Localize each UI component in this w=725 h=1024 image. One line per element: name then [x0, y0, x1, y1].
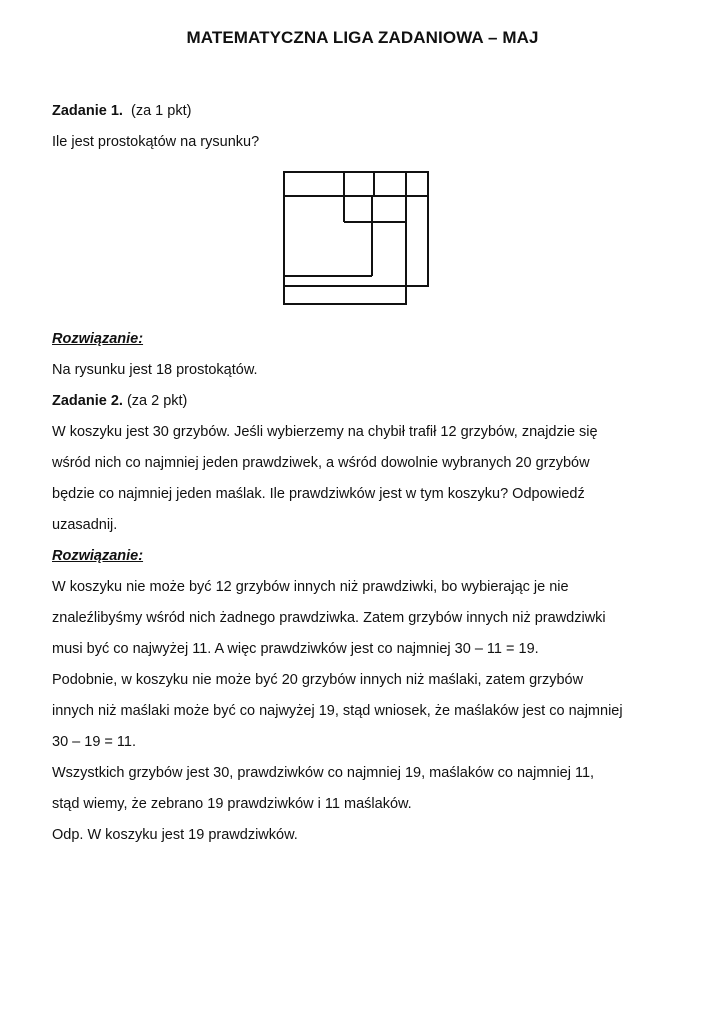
task2-solution-line: W koszyku nie może być 12 grzybów innych niż prawdziwki, bo wybierając je nie [52, 579, 569, 595]
task2-solution-label [52, 541, 677, 572]
task2-question-line: wśród nich co najmniej jeden prawdziwek, a wśród dowolnie wybranych 20 grzybów [52, 455, 590, 471]
task2-question-line: W koszyku jest 30 grzybów. Jeśli wybierzemy na chybił trafił 12 grzybów, znajdzie się [52, 424, 598, 440]
document-body [52, 96, 677, 851]
task1-question: Ile jest prostokątów na rysunku? [52, 134, 260, 150]
bottom-strip [284, 286, 406, 304]
task1-heading: Zadanie 1. [52, 103, 123, 119]
task2-question-line: uzasadnij. [52, 517, 118, 533]
rectangles-figure [52, 166, 677, 316]
task2-solution-line: innych niż maślaki może być co najwyżej 19, stąd wniosek, że maślaków jest co najmniej [52, 703, 623, 719]
task2-solution-line: znaleźlibyśmy wśród nich żadnego prawdziwka. Zatem grzybów innych niż prawdziwki [52, 610, 606, 626]
task2-solution-line: Podobnie, w koszyku nie może być 20 grzybów innych niż maślaki, zatem grzybów [52, 672, 584, 688]
task2-question-line: będzie co najmniej jeden maślak. Ile prawdziwków jest w tym koszyku? Odpowiedź [52, 486, 585, 502]
task2-final-answer: Odp. W koszyku jest 19 prawdziwków. [52, 827, 298, 843]
task2-heading: Zadanie 2. [52, 393, 123, 409]
task1-solution-label [52, 324, 677, 355]
task2-points: (za 2 pkt) [126, 393, 188, 409]
task1-points: (za 1 pkt) [130, 103, 192, 119]
task2-solution-line: stąd wiemy, że zebrano 19 prawdziwków i 11 maślaków. [52, 796, 412, 812]
rectangles-drawing [282, 170, 432, 306]
task1-header [52, 96, 677, 127]
task2-solution-line: 30 – 19 = 11. [52, 734, 136, 750]
task2-solution-line: musi być co najwyżej 11. A więc prawdziwków jest co najmniej 30 – 11 = 19. [52, 641, 539, 657]
task2-header [52, 386, 677, 417]
solution-label: Rozwiązanie: [52, 331, 144, 347]
solution-label: Rozwiązanie: [52, 548, 144, 564]
task1-answer: Na rysunku jest 18 prostokątów. [52, 362, 258, 378]
page-title: MATEMATYCZNA LIGA ZADANIOWA – MAJ [186, 28, 539, 47]
task2-solution-line: Wszystkich grzybów jest 30, prawdziwków co najmniej 19, maślaków co najmniej 11, [52, 765, 595, 781]
